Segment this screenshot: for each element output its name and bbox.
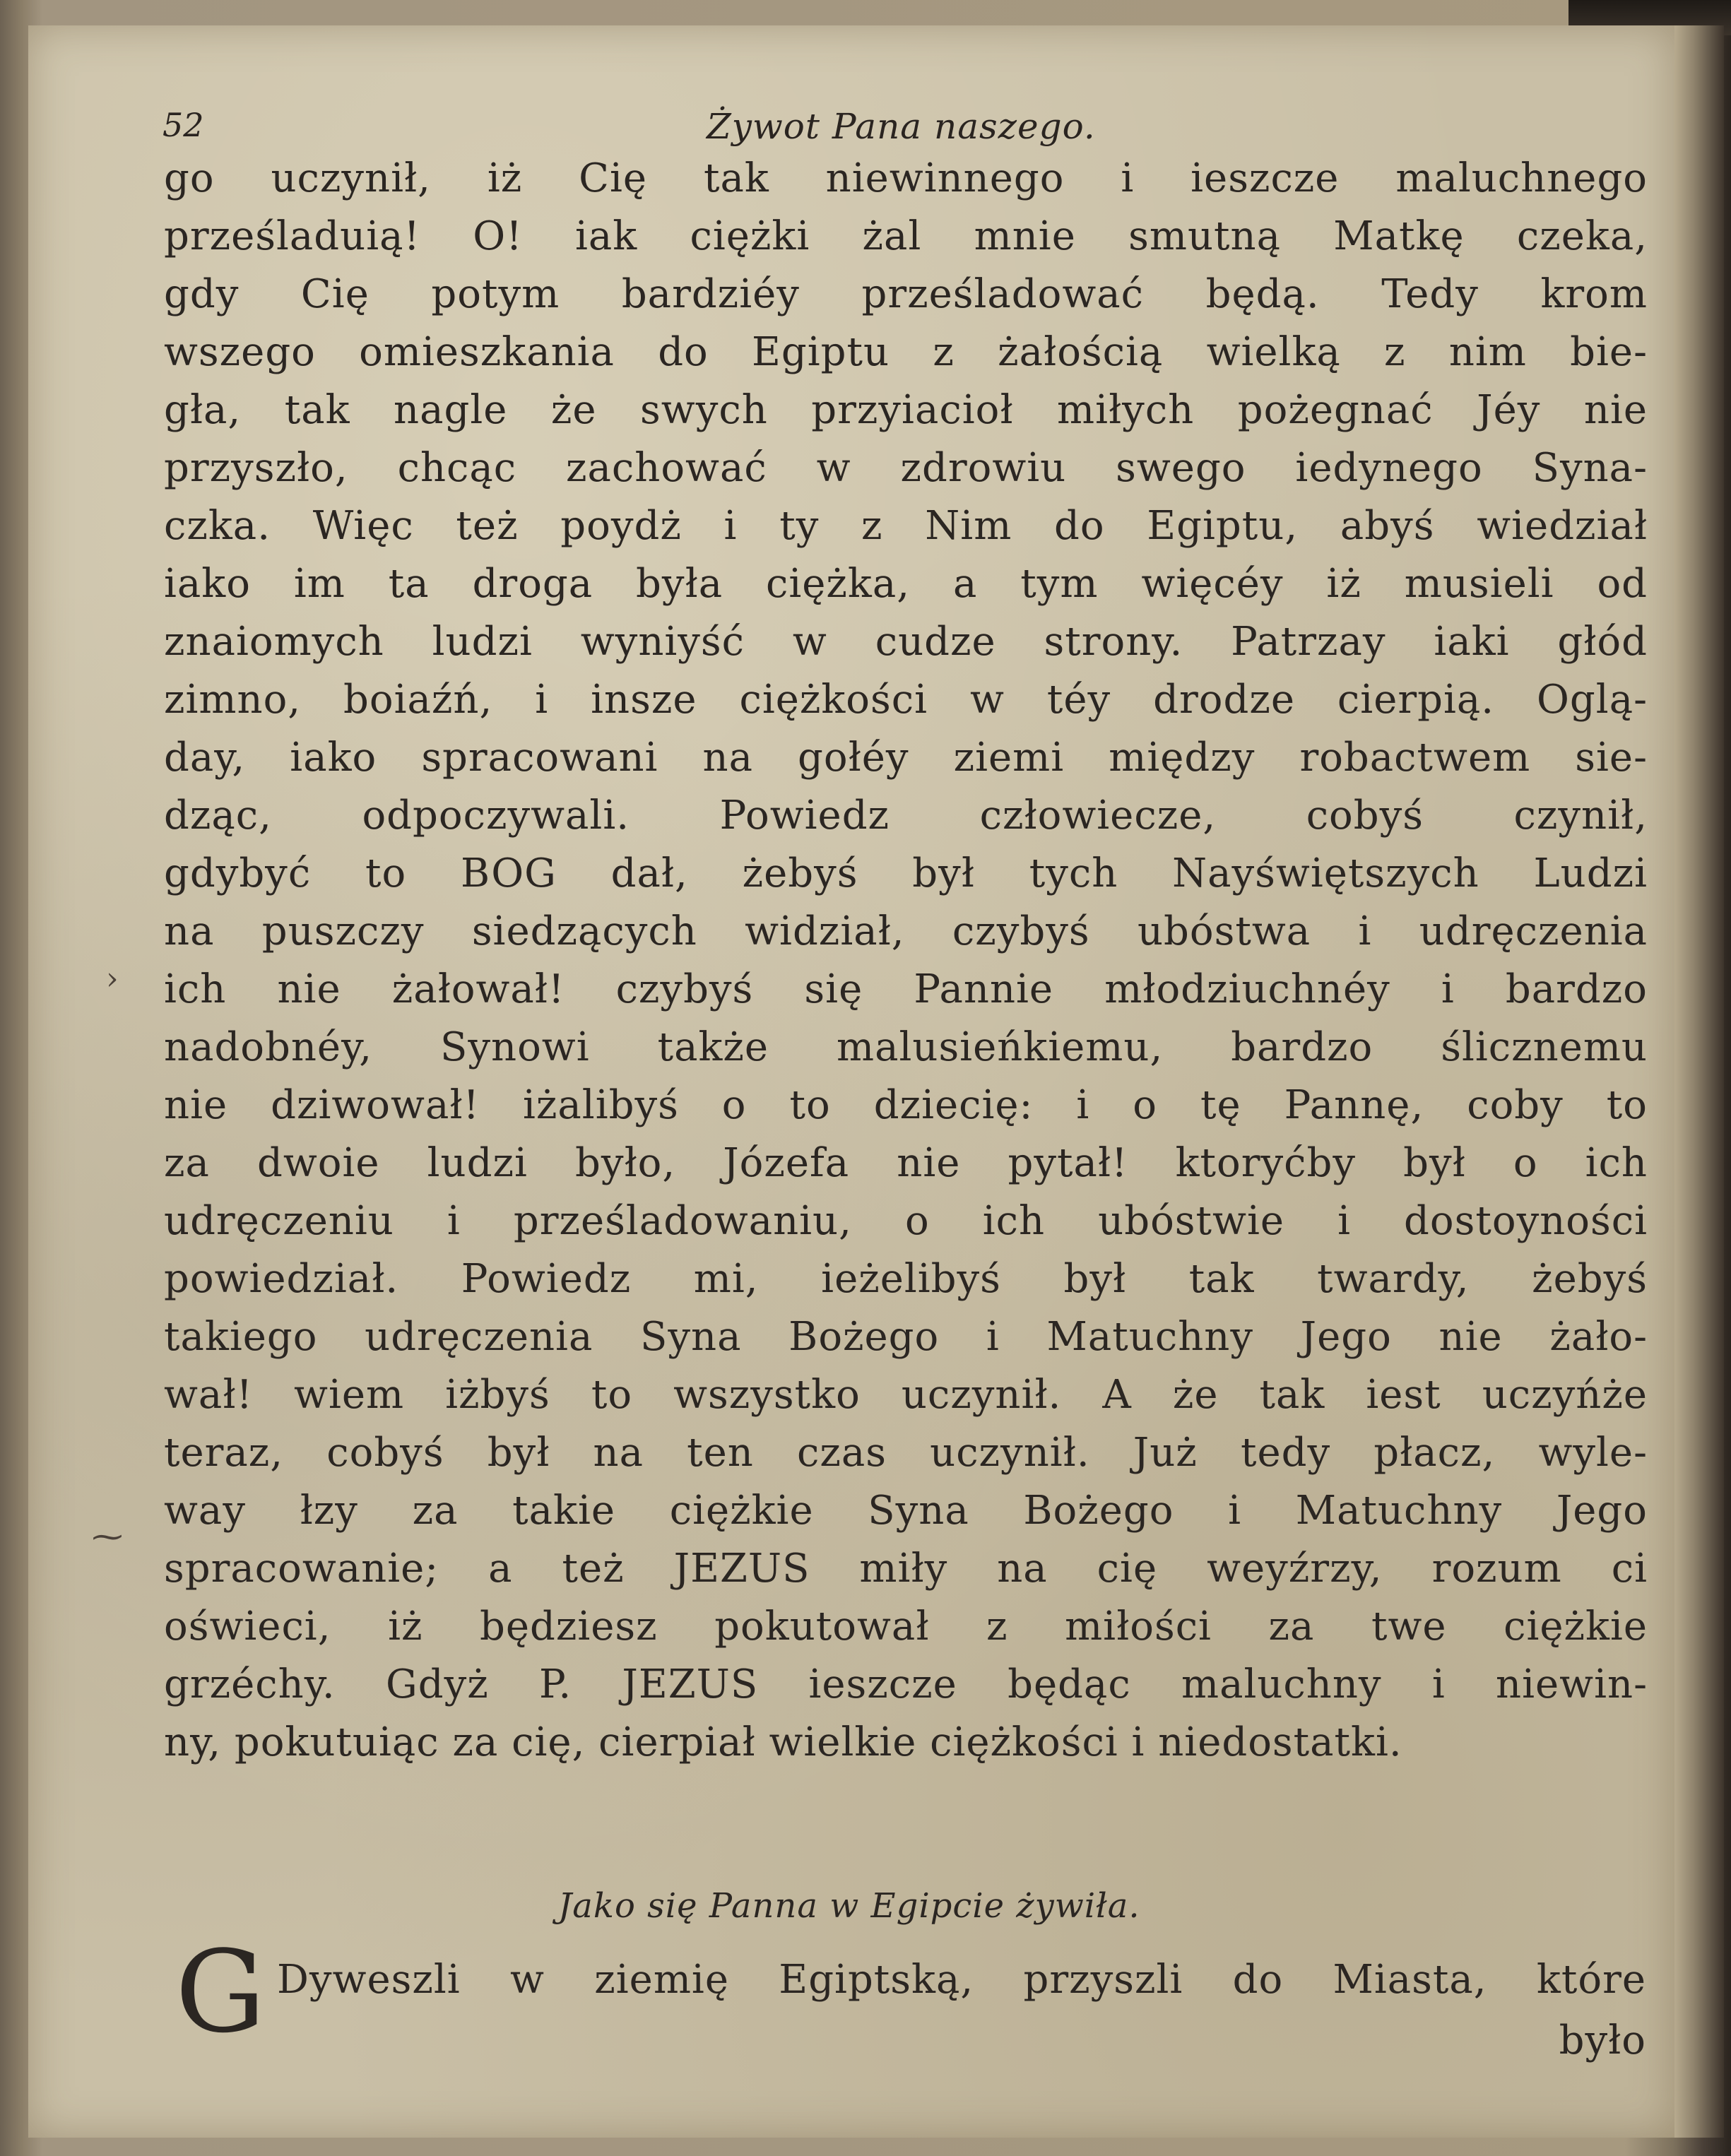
text-line: iako im ta droga była ciężka, a tym więcéy iż musieli od: [164, 561, 1648, 607]
text-line: czka. Więc też poydż i ty z Nim do Egiptu, abyś wiedział: [164, 503, 1648, 549]
text-line: za dwoie ludzi było, Józefa nie pytał! ktoryćby był o ich: [164, 1140, 1648, 1186]
text-line: spracowanie; a też JEZUS miły na cię weyźrzy, rozum ci: [164, 1546, 1648, 1592]
text-line: przyszło, chcąc zachować w zdrowiu swego iedynego Syna-: [164, 445, 1648, 491]
text-line: nadobnéy, Synowi także malusieńkiemu, bardzo ślicznemu: [164, 1024, 1648, 1070]
running-head: Żywot Pana naszego.: [707, 106, 1096, 147]
text-line: gdybyć to BOG dał, żebyś był tych Nayświętszych Ludzi: [164, 851, 1648, 896]
catchword: było: [1559, 2018, 1646, 2063]
text-line: go uczynił, iż Cię tak niewinnego i ieszcze maluchnego: [164, 155, 1648, 201]
text-line: grzéchy. Gdyż P. JEZUS ieszcze będąc maluchny i niewin-: [164, 1662, 1648, 1707]
text-line: znaiomych ludzi wyniyść w cudze strony. Patrzay iaki głód: [164, 619, 1648, 665]
text-line: gdy Cię potym bardziéy prześladować będą. Tedy krom: [164, 271, 1648, 317]
text-line: zimno, boiaźń, i insze ciężkości w téy drodze cierpią. Oglą-: [164, 677, 1648, 723]
text-line: ich nie żałował! czybyś się Pannie młodziuchnéy i bardzo: [164, 966, 1648, 1012]
text-line: wszego omieszkania do Egiptu z żałością wielką z nim bie-: [164, 329, 1648, 375]
main-paragraph: [164, 150, 1648, 1772]
text-line: day, iako spracowani na gołéy ziemi między robactwem sie-: [164, 735, 1648, 781]
section-paragraph: [277, 1950, 1646, 2071]
text-line: oświeci, iż będziesz pokutował z miłości za twe ciężkie: [164, 1604, 1648, 1649]
text-line: way łzy za takie ciężkie Syna Bożego i Matuchny Jego: [164, 1488, 1648, 1534]
text-line: ny, pokutuiąc za cię, cierpiał wielkie ciężkości i niedostatki.: [164, 1719, 1402, 1765]
page-edge: [1674, 25, 1724, 2138]
text-line: powiedział. Powiedz mi, ieżelibyś był tak twardy, żebyś: [164, 1256, 1648, 1302]
bleed-through-text: [170, 1854, 1639, 1883]
page-header: [163, 106, 1646, 148]
text-line: teraz, cobyś był na ten czas uczynił. Już tedy płacz, wyle-: [164, 1430, 1648, 1476]
drop-cap: G: [175, 1926, 266, 2058]
text-line: takiego udręczenia Syna Bożego i Matuchny Jego nie żało-: [164, 1314, 1648, 1360]
text-line: nie dziwował! iżalibyś o to dziecię: i o tę Pannę, coby to: [164, 1082, 1648, 1128]
text-line: dząc, odpoczywali. Powiedz człowiecze, cobyś czynił,: [164, 793, 1648, 839]
text-line: udręczeniu i prześladowaniu, o ich ubóstwie i dostoyności: [164, 1198, 1648, 1244]
section-title: Jako się Panna w Egipcie żywiła.: [558, 1886, 1140, 1926]
text-line: wał! wiem iżbyś to wszystko uczynił. A że tak iest uczyńże: [164, 1372, 1648, 1418]
text-line: gła, tak nagle że swych przyiacioł miłych pożegnać Jéy nie: [164, 387, 1648, 433]
margin-mark: ›: [106, 961, 119, 997]
section-first-line: Dyweszli w ziemię Egiptską, przyszli do Miasta, które: [277, 1957, 1646, 2003]
margin-mark: ⁓: [92, 1519, 123, 1555]
text-line: na puszczy siedzących widział, czybyś ubóstwa i udręczenia: [164, 908, 1648, 954]
text-line: prześladuią! O! iak ciężki żal mnie smutną Matkę czeka,: [164, 213, 1648, 259]
page-number: 52: [163, 106, 204, 144]
